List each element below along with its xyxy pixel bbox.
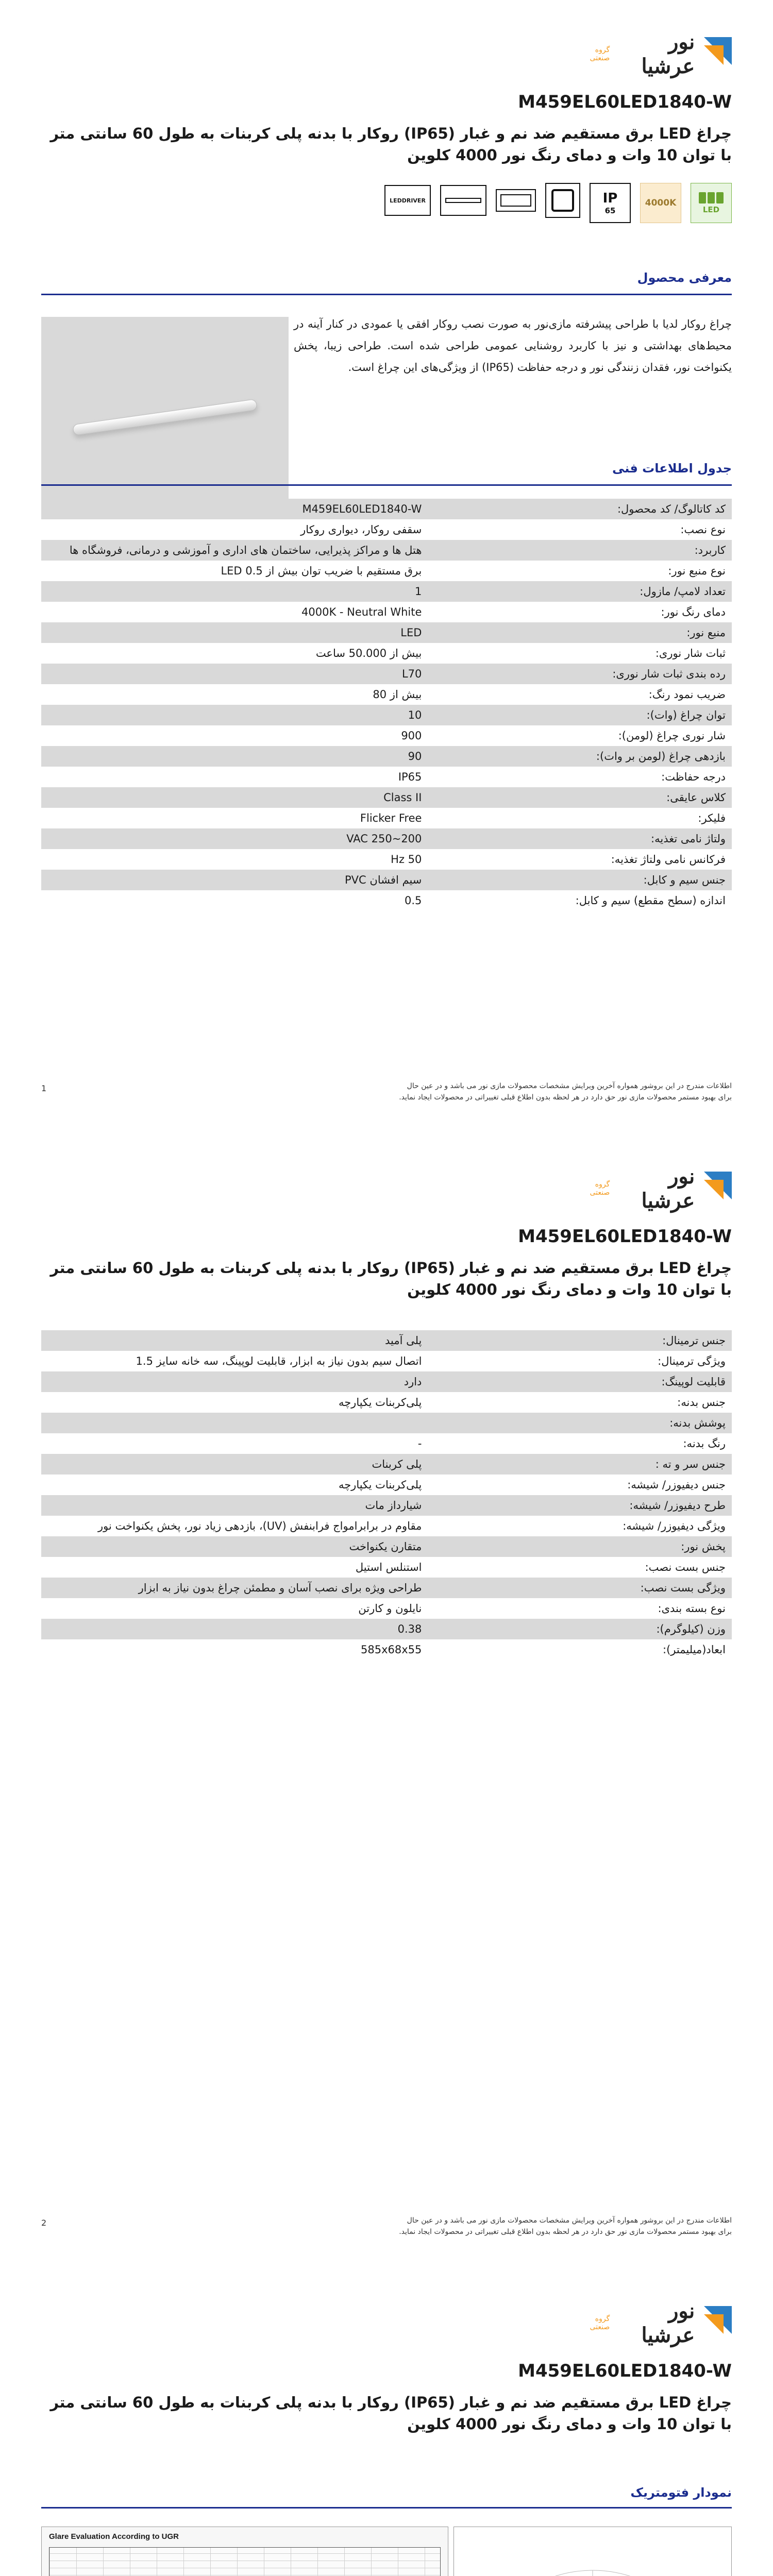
table-row xyxy=(41,746,732,767)
spec-key: ثبات شار نوری: xyxy=(655,647,726,659)
product-title: چراغ LED برق مستقیم ضد نم و غبار (IP65) روکار با بدنه پلی کربنات به طول 60 سانتی متر با توان 10 وات و دمای رنگ نور 4000 کلوین xyxy=(50,2394,732,2433)
spec-value: 4000K - Neutral White xyxy=(301,606,422,618)
brand-sub: گروه صنعتی xyxy=(590,2315,610,2331)
spec-value: 0.38 xyxy=(41,1619,428,1639)
spec-key: جنس بدنه: xyxy=(677,1396,726,1409)
spec-value: 900 xyxy=(401,730,422,742)
spec-value: پلی‌کربنات یکپارچه xyxy=(338,1396,422,1409)
table-row xyxy=(41,499,732,519)
table-row xyxy=(41,684,732,705)
spec-key: طرح دیفیوزر/ شیشه: xyxy=(428,1495,732,1516)
table-row xyxy=(41,1330,732,1351)
table-row xyxy=(41,1557,732,1578)
spec-key: دمای رنگ نور: xyxy=(661,606,726,618)
spec-value: دارد xyxy=(41,1371,428,1392)
spec-value: Flicker Free xyxy=(360,812,422,824)
spec-value: شیارداز مات xyxy=(41,1495,428,1516)
brand-name: نور عرشیا xyxy=(641,30,695,78)
spec-value: Class II xyxy=(41,787,428,808)
table-row xyxy=(41,1639,732,1660)
spec-key: کاربرد: xyxy=(428,540,732,561)
polar-diagram xyxy=(454,2527,731,2576)
spec-value: برق مستقیم با ضریب توان بیش از 0.5 LED xyxy=(221,565,422,577)
spec-value: سقفی روکار، دیواری روکار xyxy=(300,523,422,536)
spec-key: نوع بسته بندی: xyxy=(658,1602,726,1615)
spec-value: IP65 xyxy=(398,771,422,783)
table-row xyxy=(41,664,732,684)
ip-rating-icon: IP 65 xyxy=(590,183,631,223)
table-row xyxy=(41,705,732,725)
spec-value: اتصال سیم بدون نیاز به ابزار، قابلیت لوپینگ، سه خانه سایز 1.5 xyxy=(136,1355,422,1367)
led-icon: LED xyxy=(691,183,732,223)
model-code: M459EL60LED1840-W xyxy=(518,1226,732,1247)
table-row xyxy=(41,1433,732,1454)
page-1 xyxy=(0,0,773,1134)
spec-key: منبع نور: xyxy=(428,622,732,643)
class-ii-icon xyxy=(545,183,580,218)
table-row xyxy=(41,767,732,787)
spec-key: فلیکر: xyxy=(698,812,726,824)
spec-key: جنس سیم و کابل: xyxy=(428,870,732,890)
table-row xyxy=(41,1578,732,1598)
page-number: 1 xyxy=(41,1083,47,1093)
table-row xyxy=(41,1495,732,1516)
model-code: M459EL60LED1840-W xyxy=(518,92,732,112)
spec-value: سیم افشان PVC xyxy=(41,870,428,890)
spec-key: ابعاد(میلیمتر): xyxy=(663,1643,726,1656)
table-row xyxy=(41,870,732,890)
spec-key: پخش نور: xyxy=(428,1536,732,1557)
spec-key: اندازه (سطح مقطع) سیم و کابل: xyxy=(575,894,726,907)
spec-value: L70 xyxy=(41,664,428,684)
brand-logo xyxy=(577,2299,732,2347)
spec-key: پوشش بدنه: xyxy=(428,1413,732,1433)
spec-key: جنس بست نصب: xyxy=(645,1561,726,1573)
photometric-title: نمودار فتومتریک xyxy=(630,2485,732,2500)
spec-value: پلی کربنات xyxy=(41,1454,428,1475)
spec-key: درجه حفاظت: xyxy=(661,771,726,783)
table-row xyxy=(41,1475,732,1495)
spec-key: جنس ترمینال: xyxy=(428,1330,732,1351)
spec-value: LED xyxy=(41,622,428,643)
spec-key: کد کاتالوگ/ کد محصول: xyxy=(428,499,732,519)
divider xyxy=(41,294,732,295)
table-row xyxy=(41,1619,732,1639)
divider xyxy=(41,484,732,486)
brand-logo xyxy=(577,30,732,78)
spec-key: ویژگی ترمینال: xyxy=(658,1355,726,1367)
spec-key: رده بندی ثبات شار نوری: xyxy=(428,664,732,684)
spec-key: شار نوری چراغ (لومن): xyxy=(618,730,726,742)
spec-value: بیش از 80 xyxy=(373,688,422,701)
spec-key: ویژگی دیفیوزر/ شیشه: xyxy=(623,1520,726,1532)
table-row xyxy=(41,643,732,664)
table-row xyxy=(41,519,732,540)
table-row xyxy=(41,849,732,870)
led-driver-icon: LEDDRIVER xyxy=(384,185,431,216)
spec-value: متقارن یکنواخت xyxy=(41,1536,428,1557)
color-temperature-icon: 4000K xyxy=(640,183,681,223)
spec-key: توان چراغ (وات): xyxy=(428,705,732,725)
table-row xyxy=(41,1371,732,1392)
spec-key: ولتاژ نامی تغذیه: xyxy=(428,828,732,849)
logo-icon xyxy=(700,1172,732,1206)
footer-note: اطلاعات مندرج در این بروشور همواره آخرین ویرایش مشخصات محصولات مازی نور می باشد و در عین حال برای بهبود مستمر محصولات مازی نور حق دارد در هر لحظه بدون اطلاع قبلی تغییراتی در محصولات ایجاد نماید. xyxy=(399,2216,732,2236)
spec-key: ویژگی بست نصب: xyxy=(428,1578,732,1598)
page-2 xyxy=(0,1134,773,2269)
brand-name: نور عرشیا xyxy=(641,1164,695,1213)
footer-note: اطلاعات مندرج در این بروشور همواره آخرین ویرایش مشخصات محصولات مازی نور می باشد و در عین حال برای بهبود مستمر محصولات مازی نور حق دارد در هر لحظه بدون اطلاع قبلی تغییراتی در محصولات ایجاد نماید. xyxy=(399,1082,732,1102)
spec-value: مقاوم در برابرامواج فرابنفش (UV)، بازدهی زیاد نور، پخش یکنواخت نور xyxy=(98,1520,422,1532)
spec-value: بیش از 50.000 ساعت xyxy=(315,647,422,659)
spec-value xyxy=(41,1413,428,1433)
spec-value: M459EL60LED1840-W xyxy=(41,499,428,519)
table-row xyxy=(41,622,732,643)
logo-icon xyxy=(700,37,732,71)
spec-value: 10 xyxy=(41,705,428,725)
spec-title: جدول اطلاعات فنی xyxy=(612,461,732,476)
spec-value: 0.5 xyxy=(405,894,422,907)
spec-value: طراحی ویژه برای نصب آسان و مطمئن چراغ بدون نیاز به ابزار xyxy=(41,1578,428,1598)
table-row xyxy=(41,787,732,808)
spec-key: قابلیت لوپینگ: xyxy=(428,1371,732,1392)
spec-key: رنگ بدنه: xyxy=(683,1437,726,1450)
spec-value: 200~250 VAC xyxy=(41,828,428,849)
table-row xyxy=(41,725,732,746)
intro-title: معرفی محصول xyxy=(637,270,732,285)
brand-name: نور عرشیا xyxy=(641,2299,695,2347)
spec-key: جنس سر و ته : xyxy=(428,1454,732,1475)
spec-key: نوع نصب: xyxy=(680,523,726,536)
spec-value: 50 Hz xyxy=(391,853,422,866)
table-row xyxy=(41,1392,732,1413)
table-row xyxy=(41,602,732,622)
polar-diagram-image xyxy=(453,2527,732,2576)
feature-badges xyxy=(41,183,732,224)
table-row xyxy=(41,890,732,911)
spec-key: جنس دیفیوزر/ شیشه: xyxy=(627,1479,726,1491)
spec-value: 1 xyxy=(41,581,428,602)
spec-value: پلی آمید xyxy=(41,1330,428,1351)
table-row xyxy=(41,1413,732,1433)
spec-key: کلاس عایقی: xyxy=(428,787,732,808)
table-row xyxy=(41,1598,732,1619)
spec-value: نایلون و کارتن xyxy=(358,1602,422,1615)
spec-key: ضریب نمود رنگ: xyxy=(648,688,726,701)
brand-logo xyxy=(577,1164,732,1213)
lamp-image xyxy=(72,399,258,436)
footer xyxy=(41,2215,732,2241)
linear-fixture-icon xyxy=(440,185,486,216)
spec-value: - xyxy=(417,1437,422,1450)
spec-key: تعداد لامپ/ مازول: xyxy=(428,581,732,602)
spec-value: 90 xyxy=(41,746,428,767)
table-row xyxy=(41,561,732,581)
table-row xyxy=(41,540,732,561)
product-title: چراغ LED برق مستقیم ضد نم و غبار (IP65) روکار با بدنه پلی کربنات به طول 60 سانتی متر با توان 10 وات و دمای رنگ نور 4000 کلوین xyxy=(50,125,732,164)
spec-key: بازدهی چراغ (لومن بر وات): xyxy=(428,746,732,767)
model-code: M459EL60LED1840-W xyxy=(518,2361,732,2381)
spec-value: استنلس استیل xyxy=(355,1561,422,1573)
table-row xyxy=(41,1351,732,1371)
table-row xyxy=(41,808,732,828)
table-row xyxy=(41,828,732,849)
table-row xyxy=(41,581,732,602)
page-3 xyxy=(0,2269,773,2576)
glare-title: Glare Evaluation According to UGR xyxy=(49,2532,179,2541)
spec-table-continued xyxy=(41,1330,732,1660)
spec-key: وزن (کیلوگرم): xyxy=(428,1619,732,1639)
spec-value: هتل ها و مراکز پذیرایی، ساختمان های اداری و آموزشی و درمانی، فروشگاه ها xyxy=(41,540,428,561)
spec-value: 585x68x55 xyxy=(361,1643,422,1656)
table-row xyxy=(41,1536,732,1557)
spec-key: فرکانس نامی ولتاژ تغذیه: xyxy=(611,853,726,866)
footer xyxy=(41,1080,732,1106)
glare-grid xyxy=(49,2547,441,2576)
table-row xyxy=(41,1516,732,1536)
page-number: 2 xyxy=(41,2218,47,2228)
spec-key: نوع منبع نور: xyxy=(668,565,726,577)
product-title: چراغ LED برق مستقیم ضد نم و غبار (IP65) روکار با بدنه پلی کربنات به طول 60 سانتی متر با توان 10 وات و دمای رنگ نور 4000 کلوین xyxy=(50,1259,732,1299)
spec-value: پلی‌کربنات یکپارچه xyxy=(338,1479,422,1491)
logo-icon xyxy=(700,2306,732,2340)
intro-text: چراغ روکار لدیا با طراحی پیشرفته مازی‌نور به صورت نصب روکار افقی یا عمودی در کنار آینه در محیط‌های بهداشتی و نیز با کاربرد روشنایی عمومی طراحی شده است. طراحی زیبا، پخش یکنواخت نور، فقدان زنندگی نور و درجه حفاظت (IP65) از ویژگی‌های این چراغ است. xyxy=(294,318,732,374)
brand-sub: گروه صنعتی xyxy=(590,46,610,62)
brand-sub: گروه صنعتی xyxy=(590,1180,610,1197)
glare-table-image xyxy=(41,2527,448,2576)
spec-table xyxy=(41,499,732,911)
divider xyxy=(41,2507,732,2509)
table-row xyxy=(41,1454,732,1475)
product-photo xyxy=(41,317,289,518)
surface-mount-icon xyxy=(496,189,536,212)
